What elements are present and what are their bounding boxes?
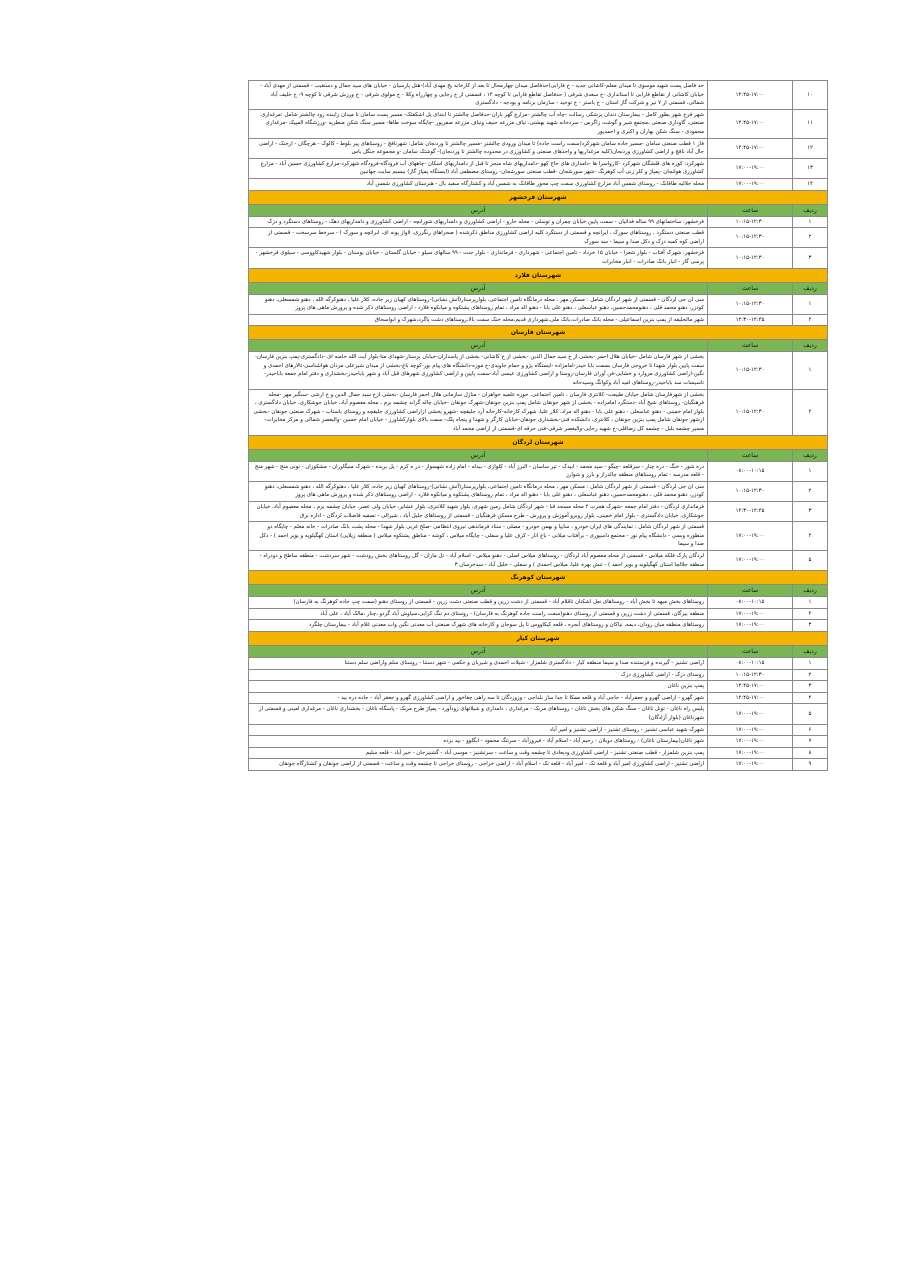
row-address: پلیس راه ناغان - تونل ناغان - سنگ شکن های بخش ناغان - روستاهای مربک - مرغداری ، دامداری و شیلاتهای زودآورد - پمپاژ طرح مربک - پاسگاه ناغان - بخشداری ناغان - مرغداری امینی و قسمتی از شهرناغان (بلوار آزادگان) — [249, 704, 708, 724]
row-address: حد فاصل پست شهید موسوی تا میدان معلم-کاشانی جدید - خ فارابی(حدفاصل میدان چهارمحال تا بعد از کارخانه یخ مهدی آباد)-هتل پارسیان - خیابان های سید جمال و دستغیب - قسمتی از مهدی آباد - خیابان کاشانی از تقاطع فارابی تا استانداری -خ سعدی شرقی ( حدفاصل تقاطع فارابی تا کوچه ۱۴ ، قسمتی از خ رجایی و چهارراه وکلا - خ مولوی شرقی - خ ورزش شرقی تا کوچه ۹- خ خلیف آباد شمالی، قسمتی از ۷ تیر و شرکت گاز استان - خ باستر - خ توحید - سازمان برنامه و بودجه - دادگستری — [249, 81, 708, 110]
city-heading-row — [249, 268, 828, 282]
header-row-number: ردیف — [793, 282, 828, 294]
row-address: شهرک شهید عباسی تشنیز - روستای تشنیز - اراضی تشنیز و امیر آباد — [249, 724, 708, 736]
row-number: ۲ — [793, 389, 828, 435]
table-row — [249, 597, 828, 609]
table-row — [249, 178, 828, 190]
column-header-row — [249, 204, 828, 216]
schedule-table — [248, 80, 828, 771]
column-header-row — [249, 449, 828, 461]
table-row — [249, 248, 828, 268]
header-row-number: ردیف — [793, 340, 828, 352]
table-row — [249, 550, 828, 570]
row-address: منطقه بیرگان، قسمتی از دشت زرین و قسمتی از روستای دهنو(سمت راست جاده کوهرنگ به فارسان) - روستای دم تنگ کرابی،سیاوش آباد گردو ،چنار ،مالک آباد ، علی آباد — [249, 608, 708, 620]
header-address: آدرس — [249, 282, 708, 294]
row-time: ۱۴:۴۵-۱۷:۰۰ — [708, 692, 793, 704]
column-header-row — [249, 645, 828, 657]
header-time: ساعت — [708, 645, 793, 657]
row-number: ۲ — [793, 314, 828, 326]
header-time: ساعت — [708, 204, 793, 216]
row-number: ۸ — [793, 747, 828, 759]
table-row — [249, 109, 828, 138]
city-heading-row — [249, 435, 828, 449]
table-row — [249, 724, 828, 736]
table-row — [249, 481, 828, 501]
row-address: فرمانداری لردگان - دفتر امام جمعه -شهرک هجرت ۲ محله مسجد قبا - شهر لردگان شامل زمین شهری، بلوار شهید کلانتری، بلوار عشایر، خیابان ولی عصر، خیابان چشمه برم ، محله معصوم آباد، خیابان جوشکاری، خیابان دادگستری - بلوار امام خمینی، بلوار روبرو آموزش و پرورش - طرح مسکن فرهنگیان - قسمتی از روستاهای جلیل آباد ، شیرالی - تصفیه فاضلاب لردگان - اداره برق — [249, 502, 708, 522]
row-address: قطب صنعتی دستگرد ، روستاهای سورک ، ایرانچه و قسمتی از دستگرد کلیه اراضی کشاورزی مناطق ذکرشده ( صحراهای رنگرزی، لاواز پونه ای، ابراتچه و سورک ) - سرخط سرسخت - قسمتی از اراضی کوه کمبه دزک و دکل صدا و سیما - سد سورک — [249, 228, 708, 248]
row-time: ۱۷:۰۰-۱۹:۰۰ — [708, 522, 793, 551]
row-number: ۲ — [793, 481, 828, 501]
table-row — [249, 681, 828, 693]
table-row — [249, 620, 828, 632]
row-number: ۱۳ — [793, 158, 828, 178]
row-number: ۱۱ — [793, 109, 828, 138]
row-number: ۲ — [793, 608, 828, 620]
table-row — [249, 314, 828, 326]
table-row — [249, 608, 828, 620]
row-address: فرخشهر: ساختمانهای ۹۹ ساله فدائیان - سمت پایین خیابان چمران و توسلی - محله خارو - اراضی کشاورزی و دامداریهای شورابچه - اراضی کشاورزی و دامداریهای دهک - روستاهای دستگرد و دزک — [249, 216, 708, 228]
header-row-number: ردیف — [793, 645, 828, 657]
header-time: ساعت — [708, 585, 793, 597]
row-address: بخشی از شهرفارسان شامل خیابان طبیعت- کلانتری فارسان ، تامین اجتماعی، حوزه علمیه خواهران - منازل سازمانی هلال احمر فارسان -بخشی ازخ سید جمال الدین و خ ارشی -سنگبر مهر -محله فرهنگیان- روستاهای شیخ آباد -دستگرد امامزاده - بخشی از شهر جونقان شامل پمپ بنزین جونقان-شهرک جونقان -خیابان چاله گراند چشمه برم ، محله معصوم آباد، خیابان جوشکاری، خیابان دادگستری ، بلوار امام خمینی - دهنو عباسعلی - دهنو علی بابا - دهنو اله مراد، کلار علیا، شهرک کارخانه-کارخانه آرد جلیقچه -شهرو بخشی ازاراضی کشاورزی جلیقچه و روستای باستاب - شهرک صنعتی جونقان -بخشی ازشهر جونقان شامل پمپ بنزین جونقان ، کلانتری، دانشکده فنی-بخشداری جونقان-خیابان کارگر و شهدا و پنجاه پلک- سمت بالای بلوارکشاورز - خیابان امام حسین -والیعصر شمالی و مرکز مخابرات- مسیر چشمه بلبل - چشمه کل رضاقلی-خ شهید رجایی-والیعصر شرقی-فنی حرفه ای-قسمتی از اراضی محمد آباد — [249, 389, 708, 435]
city-heading: شهرستان کوهرنگ — [249, 571, 828, 585]
row-time: ۱۷:۰۰-۱۹:۰۰ — [708, 608, 793, 620]
city-heading: شهرستان فرخشهر — [249, 190, 828, 204]
city-heading: شهرستان فلارد — [249, 268, 828, 282]
row-time: ۰۸:۰۰-۱۰:۱۵ — [708, 461, 793, 481]
table-row — [249, 692, 828, 704]
row-number: ۱ — [793, 216, 828, 228]
table-row — [249, 81, 828, 110]
city-heading-row — [249, 571, 828, 585]
table-row — [249, 216, 828, 228]
row-time: ۱۰:۱۵-۱۲:۳۰ — [708, 669, 793, 681]
row-time: ۰۸:۰۰-۱۰:۱۵ — [708, 657, 793, 669]
row-number: ۵ — [793, 704, 828, 724]
row-number: ۴ — [793, 522, 828, 551]
row-address: پمپ بنزین ناغان — [249, 681, 708, 693]
row-address: اراضی تشنیز - اراضی کشاورزی امیر آباد و قلعه تک - امیر آباد - قلعه تک - اسلام آباد - اراضی خراجی - روستای خراجی تا چشمه وقت و ساعت - قسمتی از اراضی جونقان و کشتارگاه جونقان — [249, 759, 708, 771]
row-address: قسمتی از شهر لردگان شامل : نمایندگی های ایران خودرو ، سایپا و بهمن خودرو - مصلی - ستاد فرماندهی نیروی انتظامی -صلح غربی بلوار شهدا - محله پشت بانک صادرات - خانه معلم - چایگاه دو منظوره وبسی - دانشگاه پیام نور - مجتمع داسپوری - برآفتاب میلانی - باغ انار - کرف علیا و سفلی - چایگاه میلاس ، کوشه - مناطق پشتکوه میلاس ( منطقه زیلایی) استان کهگیلویه و بویر احمد ) - دکل صدا و سیما — [249, 522, 708, 551]
row-address: شهرکرد: کوره های قلشگان شهرکرد -کارواسرا ها -دامداری های حاج کهو -دامداریهای شاه منجر تا قبل از دامداریهای اسکان -چاههای آب فرودگاه-فرودگاه شهرکرد-مزارع کشاورزی حسین آباد - مزارع کشاورزی هولنجان -پمپاژ و کلر زنی آب کوهرنگ -شهر سورشجان -قطب صنعتی سورشجان- روستای مصطفی آباد (ایستگاه پمپاژ گاز) بیسیم سایت جهانبین — [249, 158, 708, 178]
city-heading: شهرستان کیار — [249, 631, 828, 645]
city-heading-row — [249, 190, 828, 204]
row-time: ۱۲:۳۰-۱۴:۴۵ — [708, 314, 793, 326]
row-time: ۱۴:۴۵-۱۷:۰۰ — [708, 81, 793, 110]
table-row — [249, 759, 828, 771]
row-number: ۳ — [793, 248, 828, 268]
table-row — [249, 461, 828, 481]
row-time: ۰۸:۰۰-۱۰:۱۵ — [708, 597, 793, 609]
row-time: ۱۷:۰۰-۱۹:۰۰ — [708, 620, 793, 632]
row-time: ۱۷:۰۰-۱۹:۰۰ — [708, 158, 793, 178]
row-address: شهر مالخلیفه از پمپ بنزین اسماعیلی - محله بانک صادرات،بانک ملی،شهرداری قدیم،محله خنک سمت بالا،روستاهای دشت پاگرد،شهرک و ابواسحاق — [249, 314, 708, 326]
row-time: ۱۰:۱۵-۱۲:۳۰ — [708, 294, 793, 314]
row-number: ۳ — [793, 502, 828, 522]
city-heading-row — [249, 326, 828, 340]
table-row — [249, 657, 828, 669]
table-row — [249, 747, 828, 759]
row-time: ۱۷:۰۰-۱۹:۰۰ — [708, 747, 793, 759]
table-row — [249, 502, 828, 522]
row-number: ۲ — [793, 228, 828, 248]
row-address: شهر فرخ شهر بطور کامل - بیمارستان دندان پزشکی رسالت -چاه آب چالشتر -مزارع گهر باران-حدفاصل چالشتر تا ابتدای پل اشکفتک- مسیر پست سامان تا میدان زاینده رود چالشتر شامل :مرغداری صنعتی، گاوداری صنعتی ،مجتمع شیر و گوشت زاگرس - سردخانه شهید بهشتی، تیاف مزرعه حنیف وتیاف مزرعه صفرپور -چایگاه سوخت طاها- مسیر سنگ شکن منظریه -ورزشگاه المپیک -مرغداری محمودی - سنگ شکن بهاران و اکبری و احمدپور — [249, 109, 708, 138]
row-number: ۱ — [793, 461, 828, 481]
row-address: سی ان جی لردگان - قسمتی از شهر لردگان شامل : مسکن مهر ، محله درمانگاه تامین اجتماعی، بلوارپرستار(آتش نشانی)-روستاهای کهیان زیر جاده، کلار علیا ، دهنوکرگه الله ، دهنو شمسعلی، دهنو کودزر، دهنو محمد قلی ، دهنومحمدحسین، دهنو عباسعلی ، دهنو علی بابا - دهنو اله مراد ، تمام روستاهای پشتکوه و میانکوه فلارد - اراضی روستاهای ذکر شده و پرورش ماهی های پروز — [249, 481, 708, 501]
row-address: روستاهای بخش میهه تا بخش آباد - روستاهای نعل اشکنان تاقلام آباد - قسمتی از دشت زرین و قطب صنعتی دشت زرین - قسمتی از روستای دهنو (سمت چپ جاده کوهرنگ به فارسان) — [249, 597, 708, 609]
row-number: ۷ — [793, 736, 828, 748]
table-row — [249, 522, 828, 551]
row-time: ۱۰:۱۵-۱۲:۳۰ — [708, 248, 793, 268]
row-time: ۱۷:۰۰-۱۹:۰۰ — [708, 724, 793, 736]
row-time: ۱۰:۱۵-۱۲:۳۰ — [708, 389, 793, 435]
row-address: شهر گهرو - اراضی گهرو و جعفرآباد - حاجی آباد و قلعه ممکا تا جدا ساز بلداجی - وزوردگان تا سه راهی چغاخور و اراضی کشاورزی گهرو و جعفر آباد - جاده دره بید - — [249, 692, 708, 704]
row-number: ۶ — [793, 724, 828, 736]
row-address: فرخشهر: شهرک آفتاب - بلوار شعرا - خیابان ۱۵ خرداد - تامین اجتماعی - شهرداری - فرمانداری - بلوار جنت - ۹۹ سالهای سیلو - خیابان گلستان - خیابان بوستان - بلوار شهیدکاووسی - سیلوی فرخشهر - پرسی گاز - انبار بانک صادرات - انبار مخابرات — [249, 248, 708, 268]
row-address: روستاهای منطقه میان رودان، دیمه، نیاکان و روستاهای آبجره ، قلعه کیکاووس تا پل سوجان و کارخانه های شهرک صنعتی آب معدنی نگین واب معدنی غلام آباد - بیمارستان چلگرد — [249, 620, 708, 632]
power-outage-schedule-table — [248, 80, 828, 771]
header-address: آدرس — [249, 585, 708, 597]
header-time: ساعت — [708, 282, 793, 294]
header-row-number: ردیف — [793, 449, 828, 461]
table-row — [249, 704, 828, 724]
city-heading: شهرستان لردگان — [249, 435, 828, 449]
row-number: ۱ — [793, 352, 828, 389]
row-time: ۱۰:۱۵-۱۲:۳۰ — [708, 352, 793, 389]
row-number: ۱ — [793, 294, 828, 314]
row-time: ۱۷:۰۰-۱۹:۰۰ — [708, 704, 793, 724]
header-time: ساعت — [708, 449, 793, 461]
table-row — [249, 669, 828, 681]
column-header-row — [249, 282, 828, 294]
row-number: ۹ — [793, 759, 828, 771]
row-number: ۳ — [793, 620, 828, 632]
row-time: ۱۷:۰۰-۱۹:۰۰ — [708, 759, 793, 771]
table-row — [249, 228, 828, 248]
row-address: فاز ۱ قطب صنعتی سامان -مسیر جاده سامان شهرکرد(سمت راست جاده) تا میدان ورودی چالشتر -مسیر چالشتر تا وردنجان شامل: شهرنافچ - روستاهای پیر بلوط - کالوک - هرچگان - ارجنک - اراضی جال آباد نافچ و اراضی کشاورزی وردنجان(کلیه مرغداریها و واحدهای صنعتی و کشاورزی در محدوده چالشتر تا وردنجان)- گوشتک سامان -و مجموعه جنگل یاس — [249, 138, 708, 158]
table-row — [249, 138, 828, 158]
row-number: ۲ — [793, 669, 828, 681]
row-address: دره شور - خنگ - دره چنار - سرقلعه -چیگو - سید محمد - ابیدک - تیر ساسان - البرز آباد - کلوازی - بیدله - امام زاده شهسوار - در ه کرم - پل بریده - شهرک منیگاوران - مشکوزان - نونی منج - شهر منج - قلعه مدرسه - تمام روستاهای منطقه چالدراز و بارز و شوارز — [249, 461, 708, 481]
row-number: ۱۰ — [793, 81, 828, 110]
row-address: بخشی از شهر فارسان شامل -خیابان هلال احمر -بخشی از خ سید جمال الدین -بخشی از خ کاشانی- بخشی از پاسداران-خیابان پرستار-شهدای متا-بلوار آیت الله خامنه ای -دادگستری-پمپ بنزین فارسان-سمت پایین بلوار شهدا تا خروجی فارسان بسمت بابا حیدر-امامزاده -ایستگاه پژو و حمام جاویدی-خ موزه-دانشگاه های پیام نور-کوچه باغ-بخشی از میدان شیرعلی مردان هواشناسی-تالارهای احمدی و نگین-اراضی کشاورزی مروارد و خشایی-فن آوران فارسان-روستا و اراضی کشاورزی عیسی آباد-سمت پایین و اراضی کشاورزی شهرهای قبل آباد و شهر باباحیدر-بخشداری و دفتر امام جمعه باباحیدر-تاسیسات سد باباحیدر-روستاهای امید آباد وکوانگ وسیدحانه — [249, 352, 708, 389]
table-row — [249, 294, 828, 314]
row-number: ۵ — [793, 550, 828, 570]
header-row-number: ردیف — [793, 204, 828, 216]
city-heading-row — [249, 631, 828, 645]
row-address: سی ان جی لردگان - قسمتی از شهر لردگان شامل : مسکن مهر ، محله درمانگاه تامین اجتماعی، بلوارپرستار(آتش نشانی)-روستاهای کهیان زیر جاده، کلار علیا ، دهنوکرگه الله ، دهنو شمسعلی، دهنو کودزر، دهنو محمد قلی ، دهنومحمدحسین، دهنو عباسعلی ، دهنو علی بابا - دهنو اله مراد ، تمام روستاهای پشتکوه و میانکوه فلارد - اراضی روستاهای ذکر شده و پرورش ماهی های پروز — [249, 294, 708, 314]
header-row-number: ردیف — [793, 585, 828, 597]
row-address: شهر ناغان(بیمارستان ناغان) - روستاهای دوبلان - رحیم آباد - اسلام آباد - فیروزآباد - سرتنگ محمود - ابگلوو - بید برده — [249, 736, 708, 748]
row-time: ۱۷:۰۰-۱۹:۰۰ — [708, 178, 793, 190]
row-time: ۱۰:۱۵-۱۲:۳۰ — [708, 228, 793, 248]
header-address: آدرس — [249, 340, 708, 352]
row-number: ۴ — [793, 692, 828, 704]
row-time: ۱۷:۰۰-۱۹:۰۰ — [708, 550, 793, 570]
row-time: ۱۴:۴۵-۱۷:۰۰ — [708, 109, 793, 138]
row-time: ۱۰:۱۵-۱۲:۳۰ — [708, 216, 793, 228]
table-row — [249, 158, 828, 178]
row-number: ۱ — [793, 597, 828, 609]
table-row — [249, 352, 828, 389]
row-time: ۱۴:۴۵-۱۷:۰۰ — [708, 681, 793, 693]
row-address: لردگان پارک فلکه میلاس - قسمتی از محله معصوم آباد لردگان - روستاهای میلاس اصلی - دهنو میلاس - اسلام آباد - تل ماران - گل روستاهای بخش رودشت - شهر سردشت - منطقه ساطح و دودراه - منطقه جلالجا استان کهگیلویه و بویر احمد ) - تنش بهره علیا، میلاس احمدی ) و سفلی - خلیل آباد - سدخرسان ۳ — [249, 550, 708, 570]
row-time: ۱۷:۰۰-۱۹:۰۰ — [708, 736, 793, 748]
row-address: پمپ بنزین شلمزار - قطب صنعتی تشنیز - اراضی کشاورزی ودیعادی تا چشمه وقت و ساعت - سرتشنیز - موسی آباد - گشنیزجان - خیر آباد - قلعه سلیم — [249, 747, 708, 759]
row-address: روستای دزک - اراضی کشاورزی دزک — [249, 669, 708, 681]
header-address: آدرس — [249, 645, 708, 657]
city-heading: شهرستان فارسان — [249, 326, 828, 340]
row-time: ۱۴:۴۵-۱۷:۰۰ — [708, 138, 793, 158]
row-time: ۱۰:۱۵-۱۲:۳۰ — [708, 481, 793, 501]
row-number: ۳ — [793, 681, 828, 693]
row-address: اراضی تشنیز - گیرنده و فرستنده صدا و سیما منطقه کیار - دادگستری شلمزار - شیلات احمدی و شیربان و حکمی - شهر دستنا - روستای سلم واراضی سلم دستنا — [249, 657, 708, 669]
header-address: آدرس — [249, 204, 708, 216]
row-number: ۱۴ — [793, 178, 828, 190]
table-row — [249, 389, 828, 435]
table-row — [249, 736, 828, 748]
row-time: ۱۲:۳۰-۱۴:۴۵ — [708, 502, 793, 522]
row-address: محله جلالیه طاقانک - روستای شمس آباد مزارع کشاورزی سمت چپ محور طاقانک به شمس آباد و کشتارگاه سفید بال - هنرستان کشاورزی شمس آباد — [249, 178, 708, 190]
header-time: ساعت — [708, 340, 793, 352]
row-number: ۱۲ — [793, 138, 828, 158]
column-header-row — [249, 585, 828, 597]
row-number: ۱ — [793, 657, 828, 669]
header-address: آدرس — [249, 449, 708, 461]
column-header-row — [249, 340, 828, 352]
